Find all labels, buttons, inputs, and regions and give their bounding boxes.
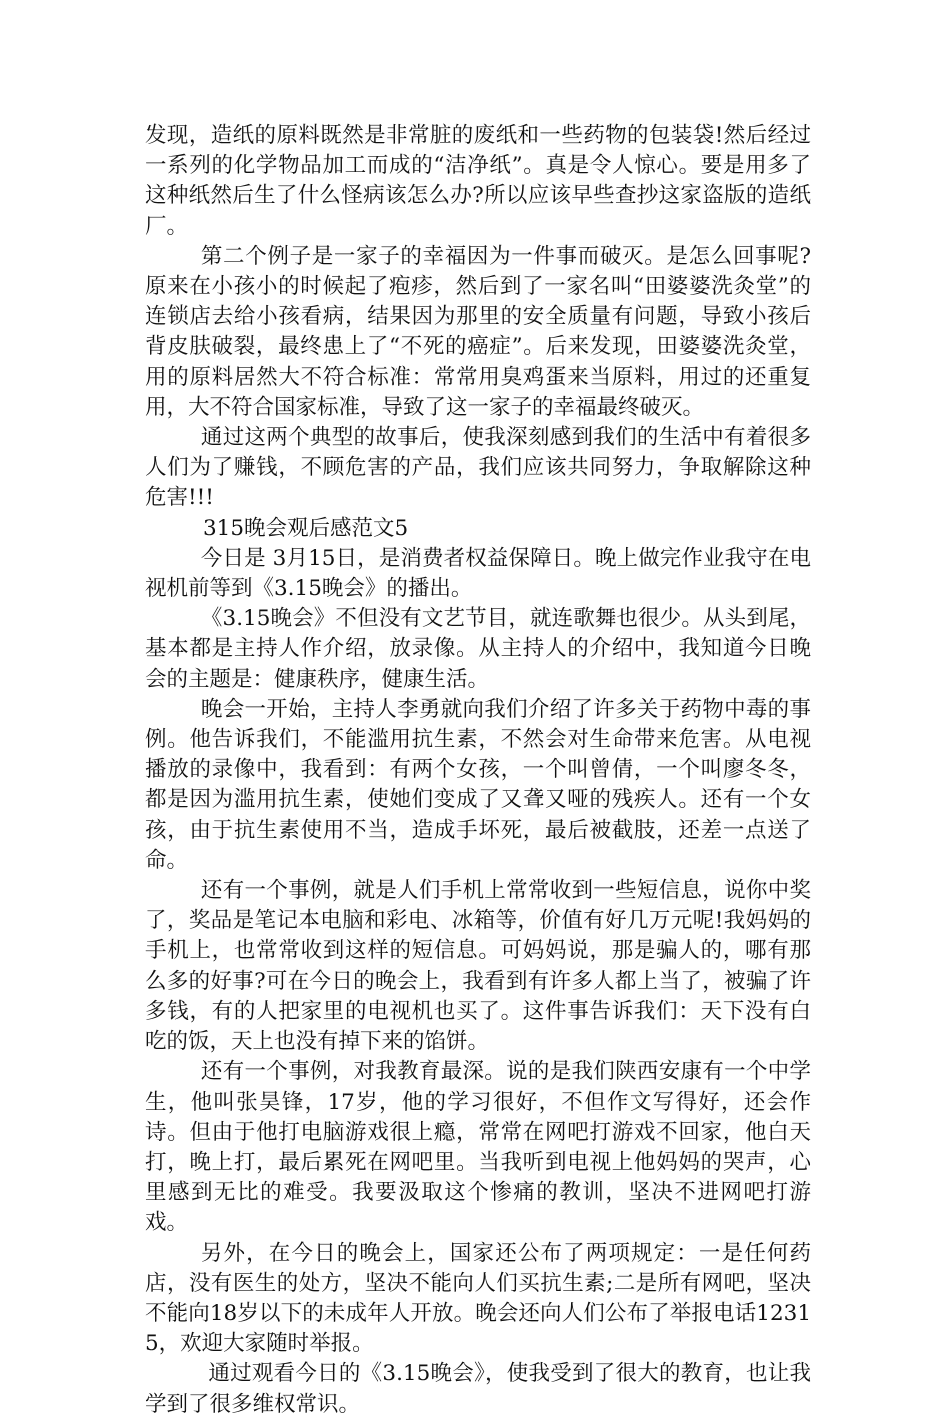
paragraph-conclusion: 通过这两个典型的故事后，使我深刻感到我们的生活中有着很多人们为了赚钱，不顾危害的产品，我们应该共同努力，争取解除这种危害!!! <box>145 425 811 511</box>
paragraph-continuation: 发现，造纸的原料既然是非常脏的废纸和一些药物的包装袋!然后经过一系列的化学物品加工而成的“洁净纸”。真是令人惊心。要是用多了这种纸然后生了什么怪病该怎么办?所以应该早些查抄这家盗版的造纸厂。 <box>145 123 811 239</box>
paragraph-sms-scam: 还有一个事例，就是人们手机上常常收到一些短信息，说你中奖了，奖品是笔记本电脑和彩电、冰箱等，价值有好几万元呢!我妈妈的手机上，也常常收到这样的短信息。可妈妈说，那是骗人的，哪有那么多的好事?可在今日的晚会上，我看到有许多人都上当了，被骗了许多钱，有的人把家里的电视机也买了。这件事告诉我们：天下没有白吃的饭，天上也没有掉下来的馅饼。 <box>145 878 811 1055</box>
section-heading: 315晚会观后感范文5 <box>203 515 409 541</box>
document-body <box>145 121 811 1420</box>
paragraph-gala-format: 《3.15晚会》不但没有文艺节目，就连歌舞也很少。从头到尾，基本都是主持人作介绍，放录像。从主持人的介绍中，我知道今日晚会的主题是：健康秩序，健康生活。 <box>145 606 811 692</box>
paragraph-internet-cafe: 还有一个事例，对我教育最深。说的是我们陕西安康有一个中学生，他叫张昊锋，17岁，他的学习很好，不但作文写得好，还会作诗。但由于他打电脑游戏很上瘾，常常在网吧打游戏不回家，他白天打，晚上打，最后累死在网吧里。当我听到电视上他妈妈的哭声，心里感到无比的难受。我要汲取这个惨痛的教训，坚决不进网吧打游戏。 <box>145 1059 811 1236</box>
paragraph-closing: 通过观看今日的《3.15晚会》，使我受到了很大的教育，也让我学到了很多维权常识。 <box>145 1361 811 1417</box>
paragraph-intro: 今日是 3月15日，是消费者权益保障日。晚上做完作业我守在电视机前等到《3.15晚会》的播出。 <box>145 545 811 602</box>
paragraph-drug-cases: 晚会一开始，主持人李勇就向我们介绍了许多关于药物中毒的事例。他告诉我们，不能滥用抗生素，不然会对生命带来危害。从电视播放的录像中，我看到：有两个女孩，一个叫曾倩，一个叫廖冬冬，都是因为滥用抗生素，使她们变成了又聋又哑的残疾人。还有一个女孩，由于抗生素使用不当，造成手坏死，最后被截肢，还差一点送了命。 <box>145 696 811 873</box>
paragraph-regulations: 另外，在今日的晚会上，国家还公布了两项规定：一是任何药店，没有医生的处方，坚决不能向人们买抗生素;二是所有网吧，坚决不能向18岁以下的未成年人开放。晚会还向人们公布了举报电话12315，欢迎大家随时举报。 <box>145 1240 811 1357</box>
paragraph-second-example: 第二个例子是一家子的幸福因为一件事而破灭。是怎么回事呢?原来在小孩小的时候起了疱疹，然后到了一家名叫“田婆婆洗灸堂”的连锁店去给小孩看病，结果因为那里的安全质量有问题，导致小孩后背皮肤破裂，最终患上了“不死的癌症”。后来发现，田婆婆洗灸堂，用的原料居然大不符合标准：常常用臭鸡蛋来当原料，用过的还重复用，大不符合国家标准，导致了这一家子的幸福最终破灭。 <box>145 243 811 420</box>
